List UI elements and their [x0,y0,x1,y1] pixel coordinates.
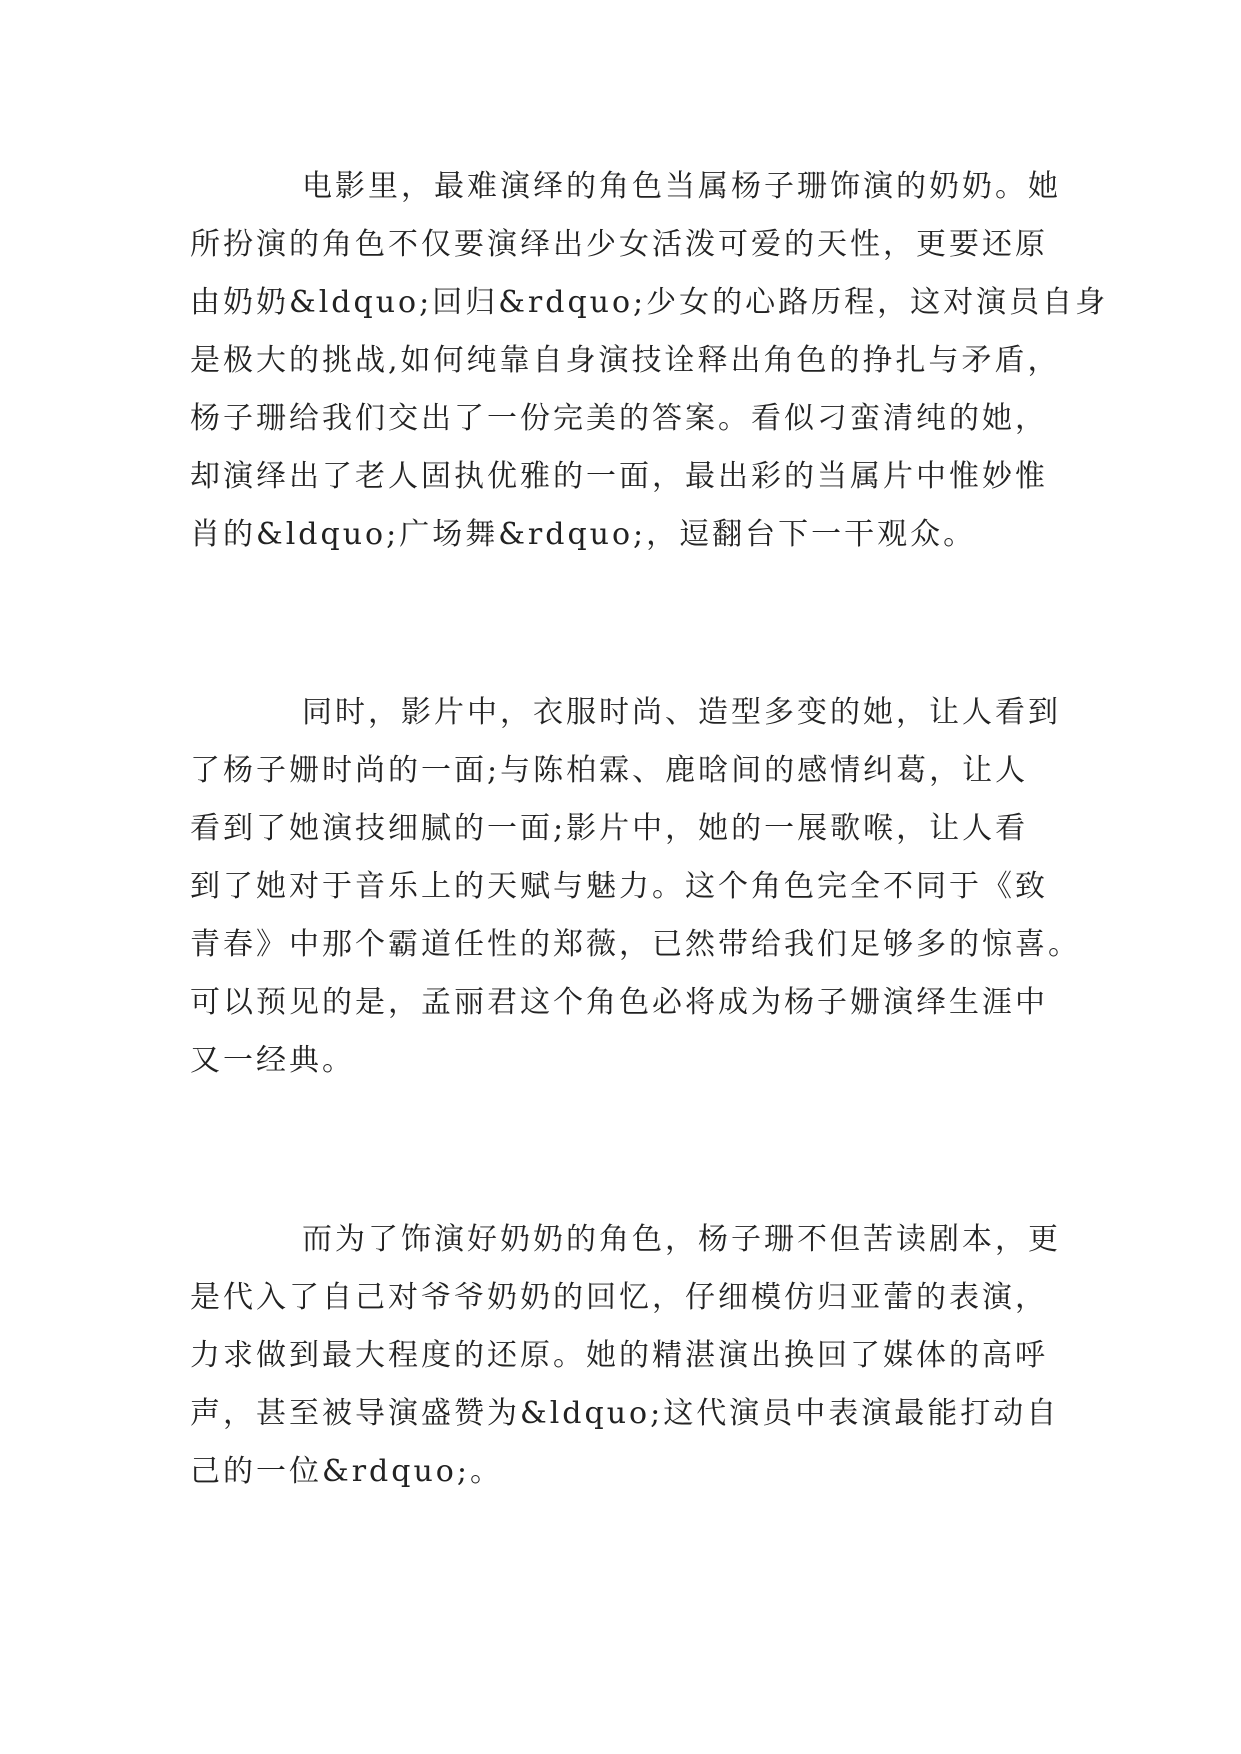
text-line: 而为了饰演好奶奶的角色，杨子珊不但苦读剧本，更 [302,1222,1061,1257]
text-line: 声，甚至被导演盛赞为&ldquo;这代演员中表演最能打动自 [190,1396,1060,1431]
text-line: 同时，影片中，衣服时尚、造型多变的她，让人看到 [302,695,1061,730]
paragraph-1 [190,158,1109,564]
text-line: 是极大的挑战,如何纯靠自身演技诠释出角色的挣扎与矛盾， [190,343,1061,378]
paragraph-2 [190,684,1081,1090]
text-line: 所扮演的角色不仅要演绎出少女活泼可爱的天性，更要还原 [190,227,1048,262]
text-line: 是代入了自己对爷爷奶奶的回忆，仔细模仿归亚蕾的表演， [190,1280,1048,1315]
text-line: 又一经典。 [190,1043,355,1078]
paragraph-3 [190,1211,1060,1501]
text-line: 了杨子姗时尚的一面;与陈柏霖、鹿晗间的感情纠葛，让人 [190,753,1029,788]
text-line: 却演绎出了老人固执优雅的一面，最出彩的当属片中惟妙惟 [190,459,1048,494]
text-line: 到了她对于音乐上的天赋与魅力。这个角色完全不同于《致 [190,869,1048,904]
text-line: 电影里，最难演绎的角色当属杨子珊饰演的奶奶。她 [302,169,1061,204]
text-line: 青春》中那个霸道任性的郑薇，已然带给我们足够多的惊喜。 [190,927,1081,962]
text-line: 可以预见的是，孟丽君这个角色必将成为杨子姗演绎生涯中 [190,985,1048,1020]
text-line: 力求做到最大程度的还原。她的精湛演出换回了媒体的高呼 [190,1338,1048,1373]
text-line: 由奶奶&ldquo;回归&rdquo;少女的心路历程，这对演员自身 [190,285,1109,320]
text-line: 己的一位&rdquo;。 [190,1454,503,1489]
text-line: 肖的&ldquo;广场舞&rdquo;，逗翻台下一干观众。 [190,517,977,552]
text-line: 杨子珊给我们交出了一份完美的答案。看似刁蛮清纯的她， [190,401,1048,436]
text-line: 看到了她演技细腻的一面;影片中，她的一展歌喉，让人看 [190,811,1029,846]
